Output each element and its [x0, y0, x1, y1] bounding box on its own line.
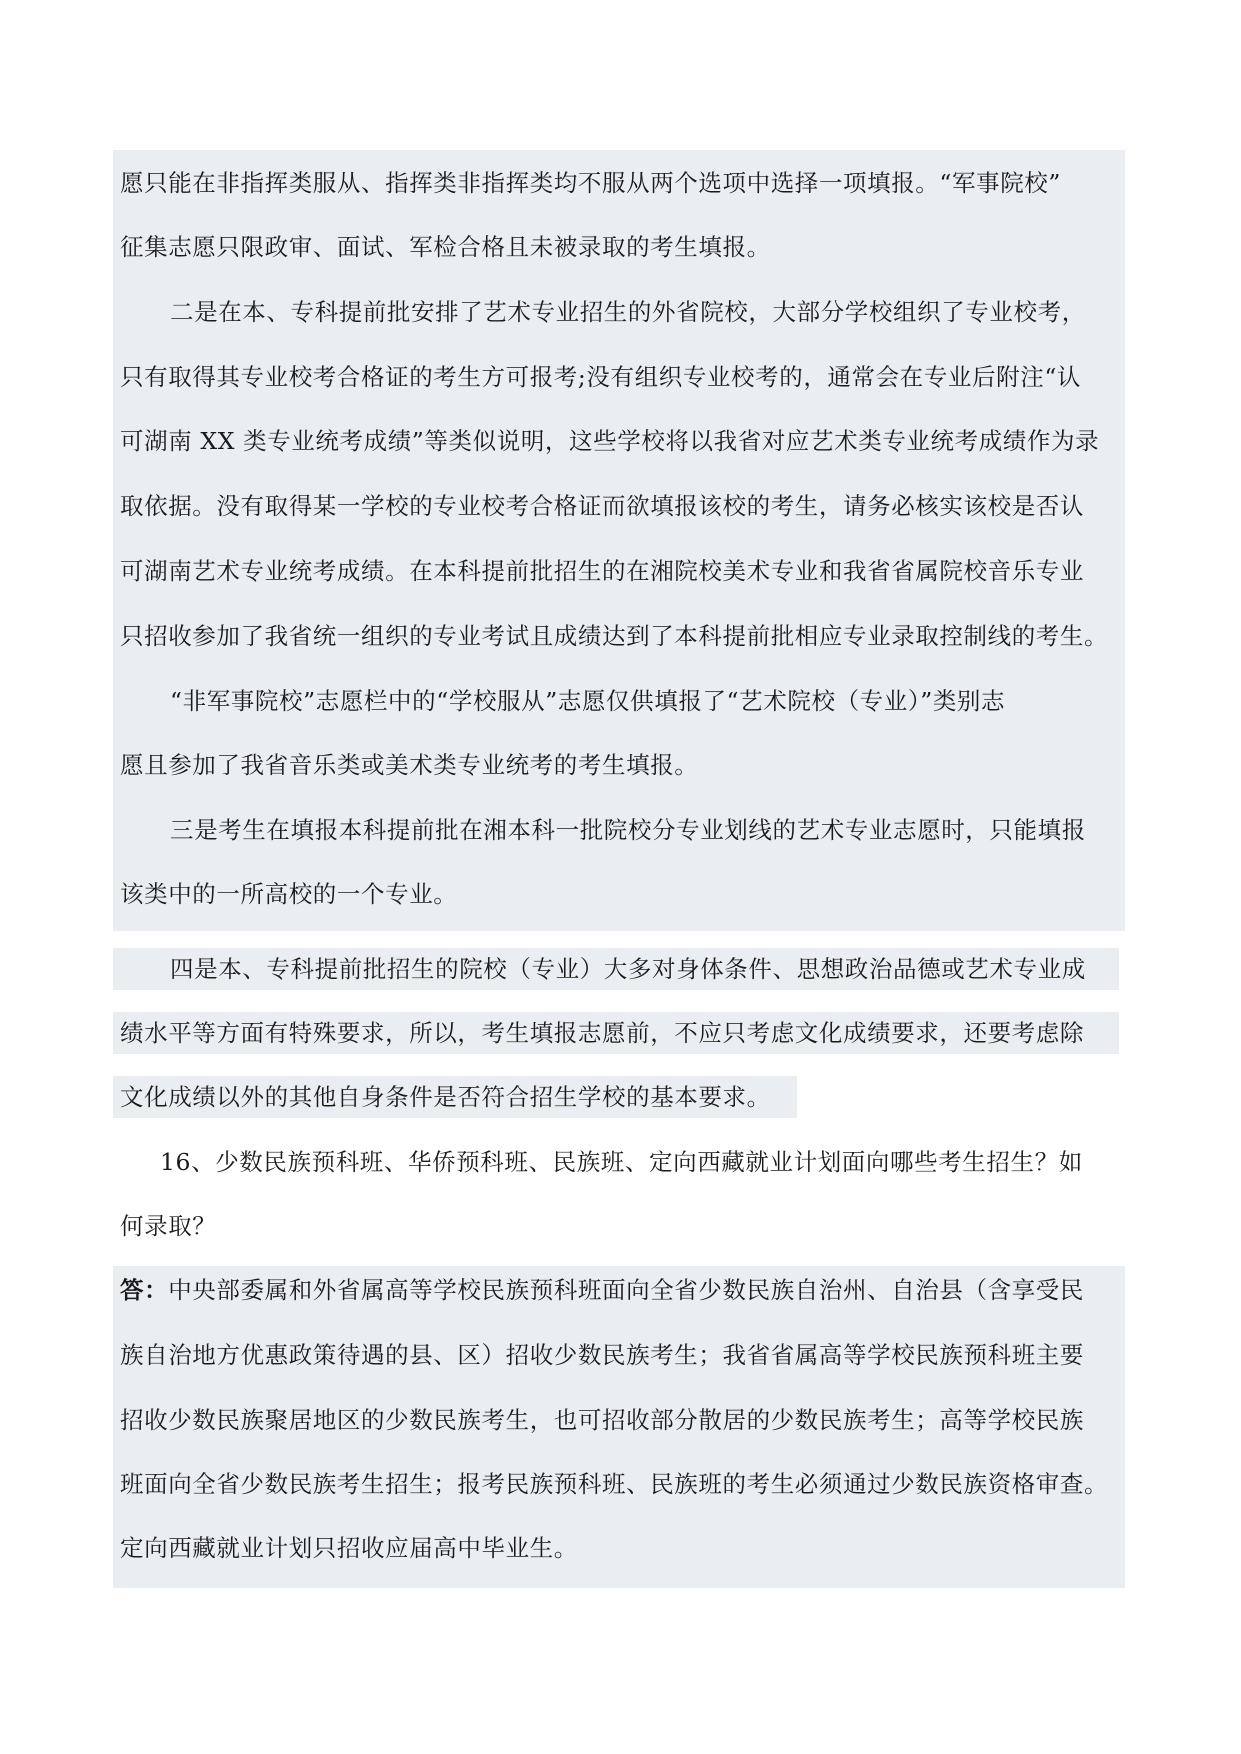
question-line: 何录取？ [120, 1212, 217, 1240]
text-line: 取依据。没有取得某一学校的专业校考合格证而欲填报该校的考生，请务必核实该校是否认 [120, 492, 1084, 520]
text-line: 文化成绩以外的其他自身条件是否符合招生学校的基本要求。 [120, 1083, 771, 1111]
text-line: 该类中的一所高校的一个专业。 [120, 880, 458, 908]
text-line: 绩水平等方面有特殊要求，所以，考生填报志愿前，不应只考虑文化成绩要求，还要考虑除 [120, 1019, 1084, 1047]
text-line: 四是本、专科提前批招生的院校（专业）大多对身体条件、思想政治品德或艺术专业成 [170, 955, 1086, 983]
text-line: 可湖南艺术专业统考成绩。在本科提前批招生的在湘院校美术专业和我省省属院校音乐专业 [120, 557, 1084, 585]
text-line: 愿且参加了我省音乐类或美术类专业统考的考生填报。 [120, 751, 699, 779]
text-line: 二是在本、专科提前批安排了艺术专业招生的外省院校，大部分学校组织了专业校考， [170, 298, 1086, 326]
answer-line [120, 1274, 1084, 1306]
question-line: 16、少数民族预科班、华侨预科班、民族班、定向西藏就业计划面向哪些考生招生？如 [160, 1148, 1083, 1176]
text-line: 只有取得其专业校考合格证的考生方可报考;没有组织专业校考的，通常会在专业后附注“认 [120, 363, 1082, 391]
text-line: 三是考生在填报本科提前批在湘本科一批院校分专业划线的艺术专业志愿时，只能填报 [170, 816, 1086, 844]
answer-line: 招收少数民族聚居地区的少数民族考生，也可招收部分散居的少数民族考生；高等学校民族 [120, 1406, 1084, 1434]
answer-line: 族自治地方优惠政策待遇的县、区）招收少数民族考生；我省省属高等学校民族预科班主要 [120, 1341, 1084, 1369]
answer-label: 答： [120, 1276, 169, 1304]
text-line: 征集志愿只限政审、面试、军检合格且未被录取的考生填报。 [120, 233, 771, 261]
text-line: 愿只能在非指挥类服从、指挥类非指挥类均不服从两个选项中选择一项填报。“军事院校” [120, 169, 1062, 197]
text-line: “非军事院校”志愿栏中的“学校服从”志愿仅供填报了“艺术院校（专业）”类别志 [170, 687, 1006, 715]
text-line: 只招收参加了我省统一组织的专业考试且成绩达到了本科提前批相应专业录取控制线的考生。 [120, 622, 1109, 650]
answer-text: 中央部委属和外省属高等学校民族预科班面向全省少数民族自治州、自治县（含享受民 [168, 1276, 1085, 1304]
answer-line: 班面向全省少数民族考生招生；报考民族预科班、民族班的考生必须通过少数民族资格审查。 [120, 1470, 1109, 1498]
answer-line: 定向西藏就业计划只招收应届高中毕业生。 [120, 1534, 578, 1562]
text-line: 可湖南 XX 类专业统考成绩”等类似说明，这些学校将以我省对应艺术类专业统考成绩作为录 [120, 427, 1100, 455]
